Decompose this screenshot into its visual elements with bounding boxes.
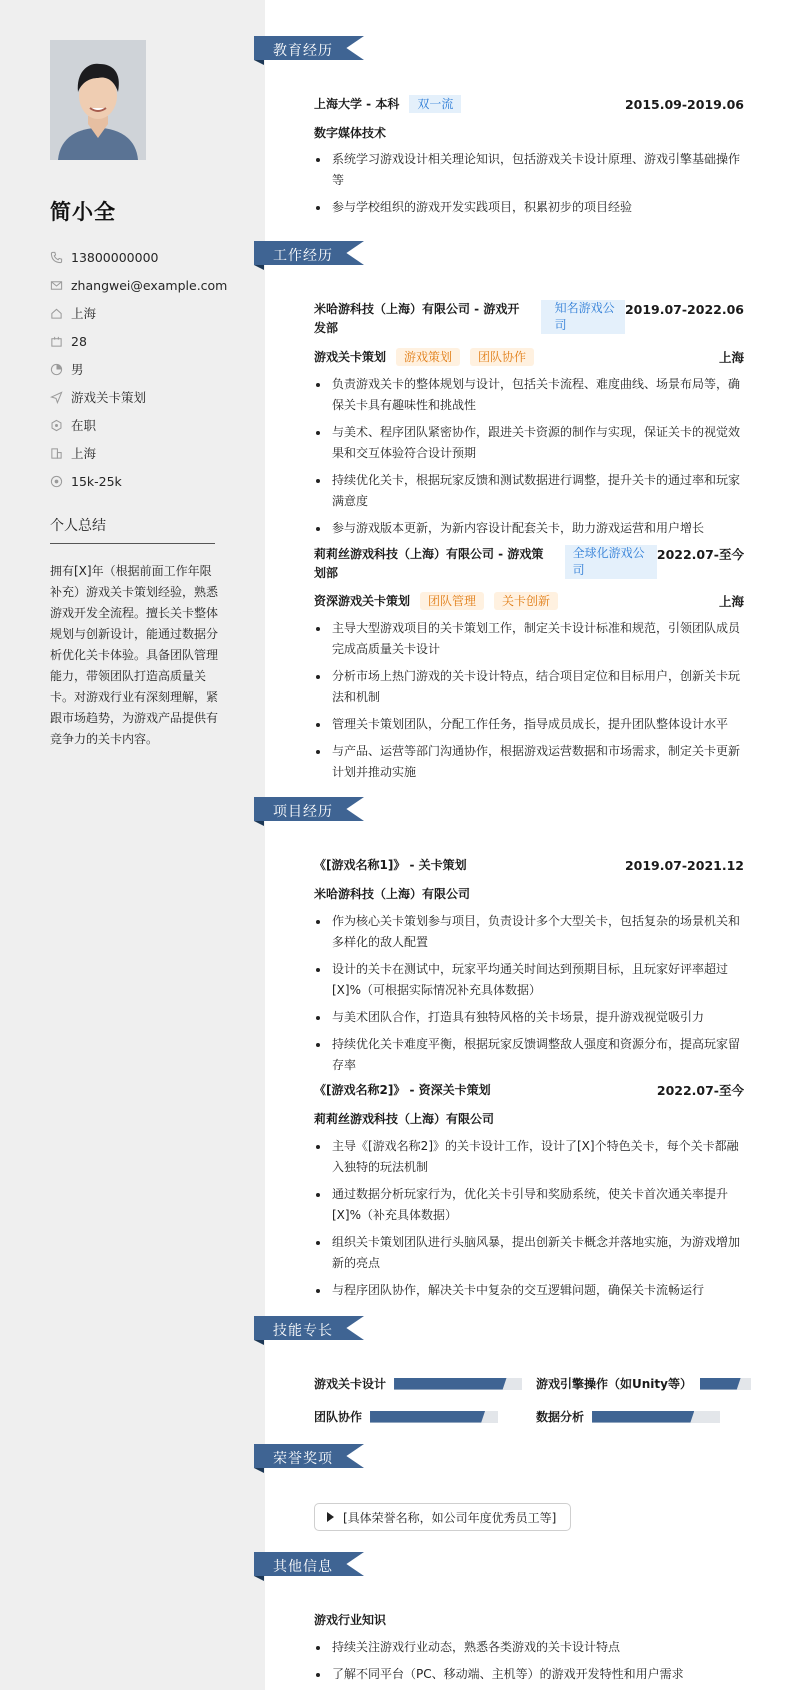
work-2-role: 资深游戏关卡策划 — [314, 594, 411, 608]
section-education-title — [254, 36, 364, 64]
summary-title: 个人总结 — [50, 518, 106, 534]
list-item: 设计的关卡在测试中，玩家平均通关时间达到预期目标，且玩家好评率超过[X]%（可根据实际情况补充具体数据） — [314, 959, 744, 1001]
work-1-location: 上海 — [718, 350, 744, 365]
candidate-name: 简小全 — [50, 200, 116, 224]
section-other-label: 其他信息 — [273, 1559, 333, 1575]
info-email — [50, 271, 227, 299]
list-item: 与产品、运营等部门沟通协作，根据游戏运营数据和市场需求，制定关卡更新计划并推动实施 — [314, 741, 744, 783]
list-item: 分析市场上热门游戏的关卡设计特点，结合项目定位和目标用户，创新关卡玩法和机制 — [314, 666, 744, 708]
info-status — [50, 411, 227, 439]
skill-name: 数据分析 — [536, 1410, 585, 1424]
list-item: 组织关卡策划团队进行头脑风暴，提出创新关卡概念并落地实施，为游戏增加新的亮点 — [314, 1232, 744, 1274]
list-item: 持续优化关卡难度平衡，根据玩家反馈调整敌人强度和资源分布，提高玩家留存率 — [314, 1034, 744, 1076]
avatar-portrait-icon — [50, 40, 146, 160]
list-item: 参与学校组织的游戏开发实践项目，积累初步的项目经验 — [314, 197, 744, 218]
project-2-company: 莉莉丝游戏科技（上海）有限公司 — [314, 1112, 495, 1126]
education-bullets — [314, 149, 744, 224]
honor-text: [具体荣誉名称，如公司年度优秀员工等] — [343, 1510, 557, 1525]
skill-item — [536, 1375, 751, 1392]
info-age-text: 28 — [71, 333, 87, 349]
section-honors-label: 荣誉奖项 — [273, 1451, 333, 1467]
work-1-tag-a: 游戏策划 — [396, 348, 460, 366]
info-city — [50, 439, 227, 467]
section-work-label: 工作经历 — [273, 248, 333, 264]
education-date: 2015.09-2019.06 — [624, 97, 744, 112]
list-item: 与程序团队协作，解决关卡中复杂的交互逻辑问题，确保关卡流畅运行 — [314, 1280, 744, 1301]
work-2-tag: 全球化游戏公司 — [565, 545, 657, 579]
work-2-location: 上海 — [718, 594, 744, 609]
list-item: 参与游戏版本更新，为新内容设计配套关卡，助力游戏运营和用户增长 — [314, 518, 744, 539]
work-1-tag-b: 团队协作 — [470, 348, 534, 366]
info-status-text: 在职 — [71, 418, 97, 433]
work-1-tag: 知名游戏公司 — [541, 300, 625, 334]
building-icon — [50, 447, 63, 460]
other-title: 游戏行业知识 — [314, 1613, 387, 1627]
list-item: 主导大型游戏项目的关卡策划工作，制定关卡设计标准和规范，引领团队成员完成高质量关卡设计 — [314, 618, 744, 660]
info-age — [50, 327, 227, 355]
section-education-label: 教育经历 — [273, 43, 333, 59]
section-skills-title — [254, 1316, 364, 1344]
skill-bar-fill — [370, 1411, 485, 1423]
project-1-company: 米哈游科技（上海）有限公司 — [314, 887, 471, 901]
project-1-header — [314, 856, 744, 875]
work-2-header — [314, 545, 744, 583]
section-skills-label: 技能专长 — [273, 1323, 333, 1339]
other-bullets — [314, 1637, 744, 1690]
section-project-title — [254, 797, 364, 825]
mail-icon — [50, 279, 63, 292]
sidebar — [0, 0, 265, 1690]
list-item: 负责游戏关卡的整体规划与设计，包括关卡流程、难度曲线、场景布局等，确保关卡具有趣味性和挑战性 — [314, 374, 744, 416]
work-1-bullets — [314, 374, 744, 545]
info-salary — [50, 467, 227, 495]
skill-bar-fill — [700, 1378, 741, 1390]
summary-divider — [50, 543, 215, 544]
info-home — [50, 299, 227, 327]
info-position — [50, 383, 227, 411]
skill-bar-fill — [394, 1378, 507, 1390]
info-phone — [50, 243, 227, 271]
honor-item[interactable] — [314, 1503, 571, 1531]
project-2-date: 2022.07-至今 — [656, 1083, 744, 1098]
avatar — [50, 40, 146, 160]
project-1-title: 《[游戏名称1]》 - 关卡策划 — [314, 858, 467, 872]
gender-icon — [50, 363, 63, 376]
project-2-header — [314, 1081, 744, 1100]
education-header — [314, 95, 744, 114]
info-home-text: 上海 — [71, 306, 97, 321]
contact-info-list — [50, 243, 227, 495]
info-gender — [50, 355, 227, 383]
work-2-company: 莉莉丝游戏科技（上海）有限公司 - 游戏策划部 — [314, 547, 544, 580]
work-2-bullets — [314, 618, 744, 789]
list-item: 管理关卡策划团队，分配工作任务，指导成员成长，提升团队整体设计水平 — [314, 714, 744, 735]
education-tag: 双一流 — [409, 95, 461, 113]
info-email-text: zhangwei@example.com — [71, 277, 228, 293]
section-other-title — [254, 1552, 364, 1580]
project-1-bullets — [314, 911, 744, 1082]
skill-name: 游戏关卡设计 — [314, 1377, 387, 1391]
salary-icon — [50, 475, 63, 488]
work-2-date: 2022.07-至今 — [656, 547, 744, 562]
skill-bar — [370, 1411, 498, 1423]
list-item: 与美术团队合作，打造具有独特风格的关卡场景，提升游戏视觉吸引力 — [314, 1007, 744, 1028]
list-item: 主导《[游戏名称2]》的关卡设计工作，设计了[X]个特色关卡，每个关卡都融入独特的玩法机制 — [314, 1136, 744, 1178]
work-1-header — [314, 300, 744, 338]
list-item: 了解不同平台（PC、移动端、主机等）的游戏开发特性和用户需求 — [314, 1664, 744, 1685]
send-icon — [50, 391, 63, 404]
info-city-text: 上海 — [71, 446, 97, 461]
skill-item — [314, 1408, 498, 1425]
work-1-role: 游戏关卡策划 — [314, 350, 387, 364]
skill-name: 游戏引擎操作（如Unity等） — [536, 1377, 692, 1391]
info-phone-text: 13800000000 — [71, 249, 159, 265]
work-1-company: 米哈游科技（上海）有限公司 - 游戏开发部 — [314, 302, 520, 335]
status-icon — [50, 419, 63, 432]
project-2-title: 《[游戏名称2]》 - 资深关卡策划 — [314, 1083, 491, 1097]
list-item: 系统学习游戏设计相关理论知识，包括游戏关卡设计原理、游戏引擎基础操作等 — [314, 149, 744, 191]
info-gender-text: 男 — [71, 362, 84, 377]
section-project-label: 项目经历 — [273, 804, 333, 820]
work-1-date: 2019.07-2022.06 — [624, 302, 744, 317]
skill-bar — [394, 1378, 522, 1390]
project-1-date: 2019.07-2021.12 — [624, 858, 744, 873]
education-major: 数字媒体技术 — [314, 126, 387, 140]
section-honors-title — [254, 1444, 364, 1472]
list-item: 与美术、程序团队紧密协作，跟进关卡资源的制作与实现，保证关卡的视觉效果和交互体验符合设计预期 — [314, 422, 744, 464]
expand-triangle-icon — [327, 1512, 334, 1522]
project-2-bullets — [314, 1136, 744, 1307]
work-2-role-row — [314, 592, 744, 611]
skill-bar — [700, 1378, 751, 1390]
skill-item — [536, 1408, 720, 1425]
home-icon — [50, 307, 63, 320]
info-position-text: 游戏关卡策划 — [71, 390, 147, 405]
education-school: 上海大学 - 本科 — [314, 97, 400, 111]
list-item: 持续优化关卡，根据玩家反馈和测试数据进行调整，提升关卡的通过率和玩家满意度 — [314, 470, 744, 512]
list-item: 持续关注游戏行业动态，熟悉各类游戏的关卡设计特点 — [314, 1637, 744, 1658]
skill-name: 团队协作 — [314, 1410, 363, 1424]
info-salary-text: 15k-25k — [71, 473, 122, 489]
section-work-title — [254, 241, 364, 269]
summary-text: 拥有[X]年（根据前面工作年限补充）游戏关卡策划经验，熟悉游戏开发全流程。擅长关卡整体规划与创新设计，能通过数据分析优化关卡体验。具备团队管理能力，带领团队打造高质量关卡。对游戏行业有深刻理解，紧跟市场趋势，为游戏产品提供有竞争力的关卡内容。 — [50, 564, 219, 746]
list-item: 通过数据分析玩家行为，优化关卡引导和奖励系统，使关卡首次通关率提升[X]%（补充具体数据） — [314, 1184, 744, 1226]
skill-bar-fill — [592, 1411, 694, 1423]
work-2-tag-a: 团队管理 — [420, 592, 484, 610]
work-2-tag-b: 关卡创新 — [494, 592, 558, 610]
list-item: 作为核心关卡策划参与项目，负责设计多个大型关卡，包括复杂的场景机关和多样化的敌人配置 — [314, 911, 744, 953]
work-1-role-row — [314, 348, 744, 367]
skill-item — [314, 1375, 522, 1392]
phone-icon — [50, 251, 63, 264]
skill-bar — [592, 1411, 720, 1423]
calendar-icon — [50, 335, 63, 348]
